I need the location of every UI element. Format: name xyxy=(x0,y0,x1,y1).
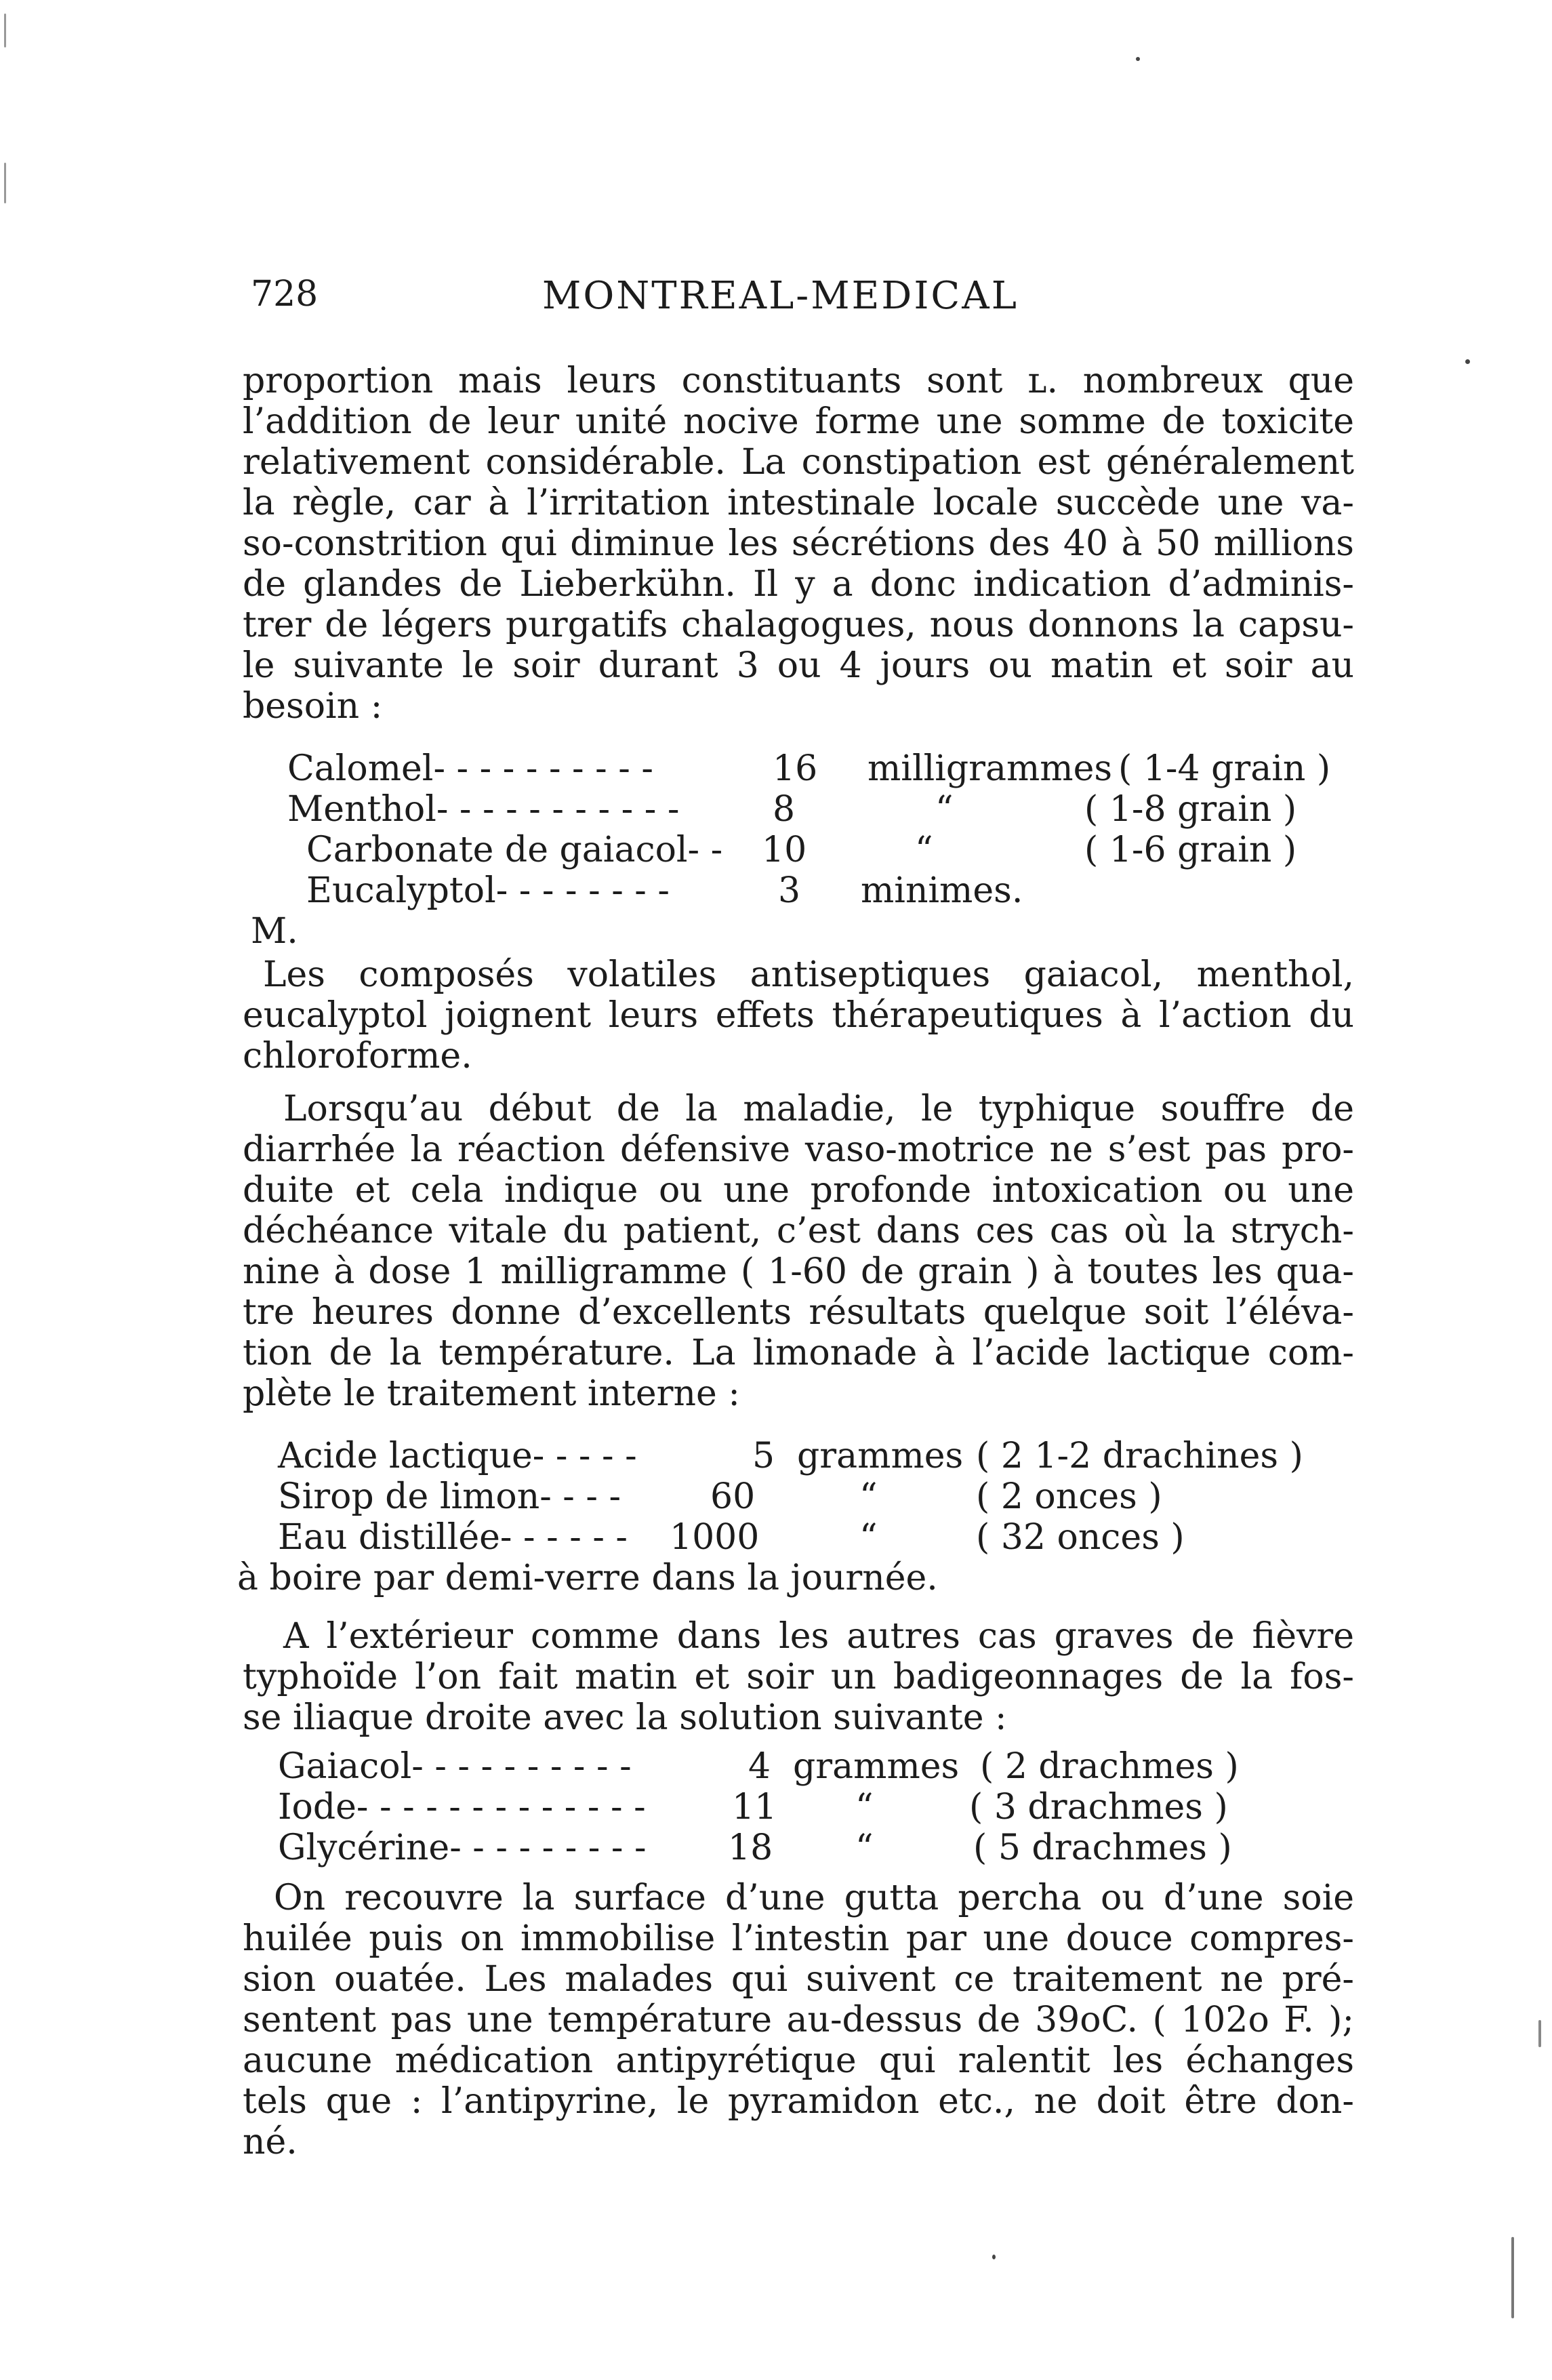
ingredient-unit: “ xyxy=(915,830,933,870)
ingredient-name: Iode- - - - - - - - - - - - - xyxy=(278,1787,646,1828)
scan-speck xyxy=(1465,359,1470,364)
page-header xyxy=(251,274,1349,328)
ingredient-name: Calomel- - - - - - - - - - xyxy=(287,748,653,789)
prescription-row xyxy=(0,870,1552,911)
ingredient-unit: “ xyxy=(855,1828,874,1868)
text-line: diarrhée la réaction défensive vaso-motrice ne s’est pas pro- xyxy=(243,1129,1354,1170)
prescription-row xyxy=(0,1828,1552,1868)
ingredient-amount: 11 xyxy=(732,1787,777,1828)
ingredient-unit: “ xyxy=(855,1787,874,1828)
running-title: MONTREAL-MEDICAL xyxy=(542,274,1019,318)
ingredient-unit: “ xyxy=(859,1476,878,1517)
text-line: trer de légers purgatifs chalagogues, nous donnons la capsu- xyxy=(243,605,1354,645)
ingredient-equivalent: ( 2 onces ) xyxy=(976,1476,1162,1517)
text-line: se iliaque droite avec la solution suivante : xyxy=(243,1697,1007,1738)
scan-edge-mark xyxy=(1511,2237,1514,2318)
text-line: relativement considérable. La constipation est généralement xyxy=(243,442,1354,483)
text-line: chloroforme. xyxy=(243,1036,472,1076)
text-line: besoin : xyxy=(243,686,383,727)
text-line: A l’extérieur comme dans les autres cas graves de fièvre xyxy=(283,1616,1354,1657)
text-line: de glandes de Lieberkühn. Il y a donc indication d’adminis- xyxy=(243,564,1354,605)
paragraph-compression xyxy=(243,1878,1354,2162)
scan-edge-mark xyxy=(4,14,6,47)
ingredient-name: Sirop de limon- - - - xyxy=(278,1476,621,1517)
ingredient-amount: 4 xyxy=(748,1746,771,1787)
text-line: l’addition de leur unité nocive forme une somme de toxicite xyxy=(243,401,1354,442)
prescription-closing: M. xyxy=(251,911,298,952)
text-line: la règle, car à l’irritation intestinale locale succède une va- xyxy=(243,483,1354,523)
prescription-row xyxy=(0,830,1552,870)
text-line: plète le traitement interne : xyxy=(243,1373,740,1414)
text-line: tels que : l’antipyrine, le pyramidon etc., ne doit être don- xyxy=(243,2081,1354,2122)
ingredient-amount: 8 xyxy=(773,789,796,830)
text-line: On recouvre la surface d’une gutta percha ou d’une soie xyxy=(274,1878,1354,1918)
text-line: tion de la température. La limonade à l’acide lactique com- xyxy=(243,1333,1354,1373)
paragraph-diarrhea xyxy=(243,1089,1354,1414)
ingredient-amount: 16 xyxy=(773,748,818,789)
prescription-closing: à boire par demi-verre dans la journée. xyxy=(237,1558,938,1598)
prescription-row xyxy=(0,748,1552,789)
paragraph-external-treatment xyxy=(243,1616,1354,1738)
text-line: so-constrition qui diminue les sécrétions des 40 à 50 millions xyxy=(243,523,1354,564)
ingredient-unit: “ xyxy=(859,1517,878,1558)
ingredient-amount: 5 xyxy=(752,1436,775,1476)
ingredient-amount: 3 xyxy=(778,870,801,911)
ingredient-unit: minimes. xyxy=(861,870,1023,911)
ingredient-amount: 10 xyxy=(762,830,807,870)
ingredient-equivalent: ( 2 drachmes ) xyxy=(980,1746,1239,1787)
scan-edge-mark xyxy=(4,163,6,203)
text-line: aucune médication antipyrétique qui ralentit les échanges xyxy=(243,2040,1354,2081)
prescription-row xyxy=(0,789,1552,830)
ingredient-name: Glycérine- - - - - - - - - xyxy=(278,1828,647,1868)
prescription-lemonade xyxy=(0,1436,1552,1598)
ingredient-equivalent: ( 32 onces ) xyxy=(976,1517,1185,1558)
ingredient-name: Gaiacol- - - - - - - - - - xyxy=(278,1746,632,1787)
prescription-row xyxy=(0,1476,1552,1517)
ingredient-amount: 1000 xyxy=(670,1517,760,1558)
ingredient-name: Eau distillée- - - - - - xyxy=(278,1517,628,1558)
prescription-row xyxy=(0,1787,1552,1828)
ingredient-name: Eucalyptol- - - - - - - - xyxy=(306,870,670,911)
prescription-closing-row xyxy=(0,1558,1552,1598)
prescription-capsule xyxy=(0,748,1552,952)
ingredient-unit: “ xyxy=(935,789,954,830)
ingredient-equivalent: ( 1-8 grain ) xyxy=(1084,789,1297,830)
ingredient-equivalent: ( 3 drachmes ) xyxy=(969,1787,1228,1828)
scan-edge-mark xyxy=(1538,2020,1541,2047)
scan-speck xyxy=(1136,57,1140,61)
ingredient-unit: grammes xyxy=(797,1436,964,1476)
ingredient-equivalent: ( 2 1-2 drachines ) xyxy=(976,1436,1303,1476)
text-line: Les composés volatiles antiseptiques gaiacol, menthol, xyxy=(263,954,1354,995)
ingredient-amount: 60 xyxy=(710,1476,756,1517)
ingredient-amount: 18 xyxy=(728,1828,773,1868)
prescription-row xyxy=(0,1746,1552,1787)
ingredient-name: Carbonate de gaiacol- - xyxy=(306,830,723,870)
paragraph-constipation xyxy=(243,361,1354,727)
text-line: né. xyxy=(243,2122,298,2162)
ingredient-unit: grammes xyxy=(793,1746,960,1787)
ingredient-name: Menthol- - - - - - - - - - - xyxy=(287,789,680,830)
text-line: tre heures donne d’excellents résultats quelque soit l’éléva- xyxy=(243,1292,1354,1333)
text-line: duite et cela indique ou une profonde intoxication ou une xyxy=(243,1170,1354,1211)
ingredient-name: Acide lactique- - - - - xyxy=(278,1436,637,1476)
text-line: Lorsqu’au début de la maladie, le typhique souffre de xyxy=(283,1089,1354,1129)
paragraph-volatile-compounds xyxy=(243,954,1354,1076)
prescription-closing-row xyxy=(0,911,1552,952)
text-line: le suivante le soir durant 3 ou 4 jours ou matin et soir au xyxy=(243,645,1354,686)
text-line: proportion mais leurs constituants sont ʟ. nombreux que xyxy=(243,361,1354,401)
text-line: sion ouatée. Les malades qui suivent ce traitement ne pré- xyxy=(243,1959,1354,2000)
text-line: huilée puis on immobilise l’intestin par une douce compres- xyxy=(243,1918,1354,1959)
text-line: sentent pas une température au-dessus de 39oC. ( 102o F. ); xyxy=(243,2000,1354,2040)
text-line: typhoïde l’on fait matin et soir un badigeonnages de la fos- xyxy=(243,1657,1354,1697)
text-line: eucalyptol joignent leurs effets thérapeutiques à l’action du xyxy=(243,995,1354,1036)
ingredient-equivalent: ( 1-4 grain ) xyxy=(1118,748,1331,789)
text-line: déchéance vitale du patient, c’est dans ces cas où la strych- xyxy=(243,1211,1354,1251)
prescription-row xyxy=(0,1436,1552,1476)
prescription-row xyxy=(0,1517,1552,1558)
page-number: 728 xyxy=(251,274,319,315)
ingredient-equivalent: ( 1-6 grain ) xyxy=(1084,830,1297,870)
scan-speck xyxy=(992,2255,996,2259)
ingredient-equivalent: ( 5 drachmes ) xyxy=(973,1828,1232,1868)
prescription-solution xyxy=(0,1746,1552,1868)
text-line: nine à dose 1 milligramme ( 1-60 de grain ) à toutes les qua- xyxy=(243,1251,1354,1292)
ingredient-unit: milligrammes xyxy=(867,748,1113,789)
